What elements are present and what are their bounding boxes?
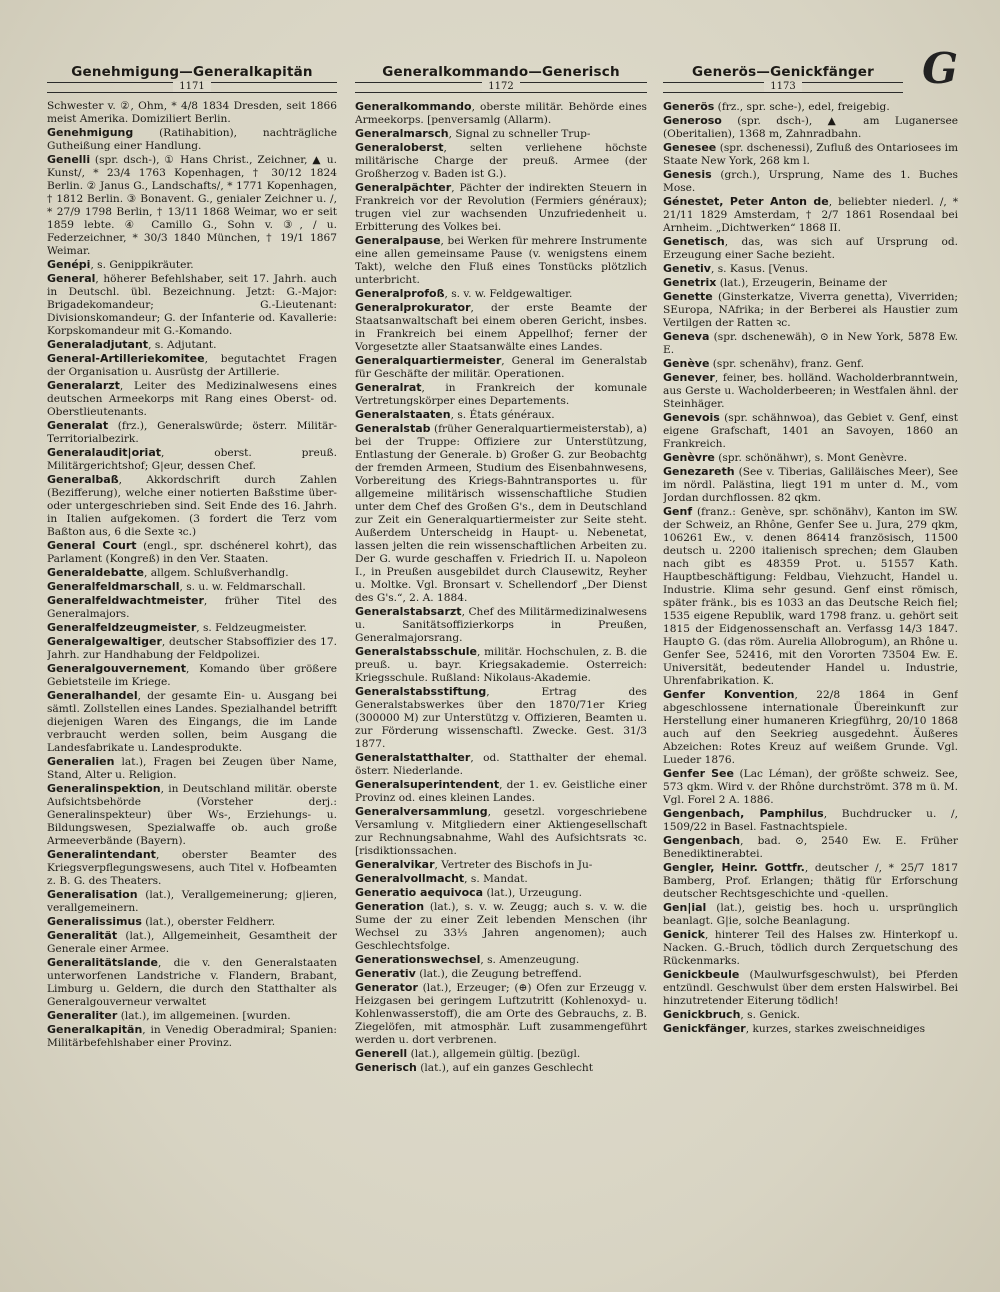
dictionary-entry bbox=[663, 861, 958, 901]
entry-headword: Gengenbach bbox=[663, 834, 741, 847]
entry-headword: Generalisation bbox=[47, 888, 138, 901]
dictionary-entry bbox=[663, 968, 958, 1008]
dictionary-entry bbox=[663, 357, 958, 371]
header-center-title: Generalkommando—Generisch bbox=[382, 64, 620, 80]
dictionary-entry bbox=[47, 539, 337, 566]
entry-definition: (lat.), Allgemeinheit, Gesamtheit der Generale einer Armee. bbox=[47, 930, 337, 955]
entry-definition: (lat.), Erzeuger; (⊕) Ofen zur Erzeugg v. Heizgasen bei geringem Luftzutritt (Kohlenoxyd- u. Kohlenwasserstoff), die am Orte des Gebrauchs, z. B. Ziegelöfen, mit atmosphär. Luft zusammengeführt werden u. dort verbrenen. bbox=[355, 982, 647, 1046]
entry-headword: Generalfeldwachtmeister bbox=[47, 594, 204, 607]
entry-headword: Generaliter bbox=[47, 1009, 118, 1022]
dictionary-entry bbox=[355, 100, 647, 127]
dictionary-entry bbox=[355, 953, 647, 967]
dictionary-entry bbox=[355, 127, 647, 141]
entry-definition: , s. Genippikräuter. bbox=[90, 259, 194, 271]
entry-definition: (lat.), Urzeugung. bbox=[483, 887, 583, 899]
dictionary-entry bbox=[47, 379, 337, 419]
entry-definition: (grch.), Ursprung, Name des 1. Buches Mose. bbox=[663, 169, 958, 194]
entry-definition: , Vertreter des Bischofs in Ju- bbox=[434, 859, 593, 871]
dictionary-entry bbox=[355, 234, 647, 287]
dictionary-entry bbox=[47, 566, 337, 580]
entry-headword: Genickfänger bbox=[663, 1022, 746, 1035]
entry-definition: (spr. dsch-), ▲ am Luganersee (Oberitalien), 1368 m, Zahnradbahn. bbox=[663, 115, 958, 140]
dictionary-entry bbox=[47, 580, 337, 594]
entry-definition: (Lac Léman), der größte schweiz. See, 573 qkm. Wird v. der Rhône durchströmt. 378 m ü. M. Vgl. Forel 2 A. 1886. bbox=[663, 768, 958, 806]
entry-headword: Generalstab bbox=[355, 422, 431, 435]
header-right bbox=[663, 64, 903, 93]
entry-definition: , höherer Befehlshaber, seit 17. Jahrh. auch in Deutschl. übl. Bezeichnung. Jetzt: G.-Major: Brigadekomandeur; G.-Lieutenant: Divisionskomandeur; G. der Infanterie od. Kavallerie: Korpskomandeur mit G.-Komando. bbox=[47, 273, 337, 337]
entry-headword: Generös bbox=[663, 100, 715, 113]
entry-headword: Geneva bbox=[663, 330, 710, 343]
entry-headword: Generalstatthalter bbox=[355, 751, 471, 764]
entry-definition: , bad. ⊙, 2540 Ew. E. Früher Benediktinerabtei. bbox=[663, 835, 958, 860]
dictionary-entry bbox=[663, 168, 958, 195]
dictionary-entry bbox=[355, 778, 647, 805]
entry-definition: (engl., spr. dschénerel kohrt), das Parlament (Kongreß) in den Ver. Staaten. bbox=[47, 540, 337, 565]
entry-definition: , deutscher /, * 25/7 1817 Bamberg, Prof. Erlangen; thätig für Erforschung deutscher Rechtsgeschichte und -quellen. bbox=[663, 862, 958, 900]
entry-definition: , begutachtet Fragen der Organisation u. Ausrüstg der Artillerie. bbox=[47, 353, 337, 378]
entry-headword: Generalstaaten bbox=[355, 408, 451, 421]
dictionary-entry bbox=[355, 805, 647, 858]
entry-definition: , oberst. preuß. Militärgerichtshof; G|eur, dessen Chef. bbox=[47, 447, 337, 472]
entry-definition: , militär. Hochschulen, z. B. die preuß. u. bayr. Kriegsakademie. Osterreich: Kriegsschule. Rußland: Nikolaus-Akademie. bbox=[355, 646, 647, 684]
entry-headword: Genèvre bbox=[663, 451, 715, 464]
entry-definition: (lat.), oberster Feldherr. bbox=[141, 916, 276, 928]
entry-definition: , früher Titel des Generalmajors. bbox=[47, 595, 337, 620]
entry-definition: , Komando über größere Gebietsteile im Kriege. bbox=[47, 663, 337, 688]
entry-definition: (lat.), die Zeugung betreffend. bbox=[415, 968, 582, 980]
entry-headword: Generalversammlung bbox=[355, 805, 488, 818]
entry-definition: (spr. schönähwr), s. Mont Genèvre. bbox=[714, 452, 908, 464]
entry-headword: Generalprofoß bbox=[355, 287, 445, 300]
dictionary-entry bbox=[47, 755, 337, 782]
dictionary-entry bbox=[663, 195, 958, 235]
dictionary-entry bbox=[47, 272, 337, 338]
entry-definition: Schwester v. ②, Ohm, * 4/8 1834 Dresden, seit 1866 meist Amerika. Domiziliert Berlin. bbox=[47, 100, 337, 125]
entry-definition: , oberster Beamter des Kriegsverpflegungswesens, auch Titel v. Hofbeamten z. B. G. des Theaters. bbox=[47, 849, 337, 887]
dictionary-entry bbox=[47, 153, 337, 258]
entry-definition: (frz., spr. sche-), edel, freigebig. bbox=[714, 101, 890, 113]
dictionary-entry bbox=[47, 621, 337, 635]
dictionary-entry bbox=[47, 782, 337, 848]
entry-definition: , beliebter niederl. /, * 21/11 1829 Amsterdam, † 2/7 1861 Rosendaal bei Arnheim. „Dichtwerken“ 1868 II. bbox=[663, 196, 958, 234]
dictionary-entry bbox=[47, 126, 337, 153]
entry-definition: , General im Generalstab für Geschäfte der militär. Operationen. bbox=[355, 355, 647, 380]
entry-definition: , die v. den Generalstaaten unterworfenen Landstriche v. Flandern, Brabant, Limburg u. Geldern, die durch den Statthalter als Generalgouverneur verwaltet bbox=[47, 957, 337, 1008]
entry-definition: , in Deutschland militär. oberste Aufsichtsbehörde (Vorsteher derj.: Generalinspekteur) über Ws-, Erziehungs- u. Bildungswesen, Spezialwaffe ob. auch große Armeeverbände (Bayern). bbox=[47, 783, 337, 847]
entry-headword: Genesee bbox=[663, 141, 717, 154]
dictionary-entry bbox=[47, 338, 337, 352]
entry-headword: Generalvollmacht bbox=[355, 872, 465, 885]
entry-headword: Generisch bbox=[355, 1061, 417, 1074]
entry-headword: Genick bbox=[663, 928, 705, 941]
entry-headword: Generalintendant bbox=[47, 848, 156, 861]
entry-definition: , od. Statthalter der ehemal. österr. Niederlande. bbox=[355, 752, 647, 777]
entry-headword: Generalstabsschule bbox=[355, 645, 478, 658]
header-right-title: Generös—Genickfänger bbox=[692, 64, 874, 80]
entry-definition: (franz.: Genève, spr. schönähv), Kanton im SW. der Schweiz, an Rhône, Genfer See u. Jura, 279 qkm, 106261 Ew., v. denen 86414 französisch, 11500 deutsch u. 2200 italienisch sprechen; dem Glauben nach gibt es 48359 Prot. u. 51557 Kath. Hauptbeschäftigung: Feldbau, Viehzucht, Handel u. Industrie. Klima sehr gesund. Genf einst römisch, später fränk., bis es 1033 an das Deutsche Reich fiel; 1535 eigene Republik, ward 1798 franz. u. gehört seit 1815 der Eidgenossenschaft an. Verfassg 14/3 1847. Haupt⊙ G. (das röm. Aurelia Allobrogum), an Rhône u. Genfer See, 52416, mit den Vororten 73504 Ew. E. Universität, bedeutender Handel u. Industrie, Uhrenfabrikation. K. bbox=[663, 506, 958, 687]
entry-definition: , Signal zu schneller Trup- bbox=[448, 128, 591, 140]
entry-definition: (Ginsterkatze, Viverra genetta), Viverriden; SEuropa, NAfrika; in der Berberei als Haustier zum Vertilgen der Ratten ꝛc. bbox=[663, 291, 958, 329]
dictionary-entry bbox=[355, 141, 647, 181]
dictionary-entry bbox=[47, 956, 337, 1009]
dictionary-entry bbox=[663, 114, 958, 141]
entry-definition: , s. Mandat. bbox=[464, 873, 528, 885]
dictionary-entry bbox=[663, 330, 958, 357]
dictionary-entry bbox=[355, 287, 647, 301]
dictionary-entry bbox=[47, 594, 337, 621]
entry-definition: (lat.), Verallgemeinerung; g|ieren, verallgemeinern. bbox=[47, 889, 337, 914]
dictionary-entry bbox=[663, 290, 958, 330]
entry-definition: (lat.), allgemein gültig. [bezügl. bbox=[407, 1048, 581, 1060]
header-left-title: Genehmigung—Generalkapitän bbox=[71, 64, 313, 80]
entry-headword: Genetrix bbox=[663, 276, 717, 289]
entry-headword: Generalstabsarzt bbox=[355, 605, 462, 618]
entry-headword: Generalpause bbox=[355, 234, 441, 247]
entry-definition: , Pächter der indirekten Steuern in Frankreich vor der Revolution (Fermiers généraux); trugen viel zur wachsenden Unzufriedenheit u. Erbitterung des Volkes bei. bbox=[355, 182, 647, 233]
dictionary-entry bbox=[355, 872, 647, 886]
dictionary-entry bbox=[47, 100, 337, 126]
entry-definition: (Ratihabition), nachträgliche Gutheißung einer Handlung. bbox=[47, 127, 337, 152]
entry-definition: , Buchdrucker u. /, 1509/22 in Basel. Fastnachtspiele. bbox=[663, 808, 958, 833]
entry-definition: , allgem. Schlußverhandlg. bbox=[144, 567, 289, 579]
entry-definition: , 22/8 1864 in Genf abgeschlossene internationale Übereinkunft zur Herstellung einer humaneren Kriegführg, 20/10 1868 auch auf den Seekrieg ausgedehnt. Äußeres Abzeichen: Rotes Kreuz auf weißem Grunde. Vgl. Lueder 1876. bbox=[663, 689, 958, 766]
section-letter: G bbox=[922, 44, 958, 93]
entry-headword: Generaloberst bbox=[355, 141, 444, 154]
entry-headword: Generalkommando bbox=[355, 100, 472, 113]
entry-headword: Genevois bbox=[663, 411, 720, 424]
entry-headword: Generalkapitän bbox=[47, 1023, 143, 1036]
entry-headword: Generalfeldmarschall bbox=[47, 580, 180, 593]
dictionary-entry bbox=[355, 354, 647, 381]
entry-definition: , s. Adjutant. bbox=[148, 339, 217, 351]
entry-headword: General-Artilleriekomitee bbox=[47, 352, 205, 365]
entry-headword: Generalvikar bbox=[355, 858, 435, 871]
entry-definition: (spr. dschenewäh), ⊙ in New York, 5878 Ew. E. bbox=[663, 331, 958, 356]
entry-headword: Generalarzt bbox=[47, 379, 120, 392]
entry-headword: Generalien bbox=[47, 755, 115, 768]
entry-headword: Generalhandel bbox=[47, 689, 138, 702]
entry-definition: , deutscher Stabsoffizier des 17. Jahrh. zur Handhabung der Feldpolizei. bbox=[47, 636, 337, 661]
dictionary-entry bbox=[47, 662, 337, 689]
dictionary-entry bbox=[663, 411, 958, 451]
dictionary-entry bbox=[663, 1008, 958, 1022]
entry-definition: , der gesamte Ein- u. Ausgang bei sämtl. Zollstellen eines Landes. Spezialhandel betrifft diejenigen Waren des Eingangs, die im Lande verbraucht werden sollen, beim Ausgang die Landesfabrikate u. Landesprodukte. bbox=[47, 690, 337, 754]
dictionary-entry bbox=[355, 900, 647, 953]
entry-definition: (lat.), im allgemeinen. [wurden. bbox=[117, 1010, 291, 1022]
entry-definition: , Chef des Militärmedizinalwesens u. Sanitätsoffizierkorps in Preußen, Generalmajorsrang. bbox=[355, 606, 647, 644]
dictionary-entry bbox=[47, 352, 337, 379]
dictionary-entry bbox=[663, 371, 958, 411]
header-left bbox=[47, 64, 337, 93]
entry-headword: Generalquartiermeister bbox=[355, 354, 502, 367]
page-number-center: 1172 bbox=[355, 82, 647, 93]
dictionary-entry bbox=[663, 505, 958, 688]
entry-headword: Genickbruch bbox=[663, 1008, 741, 1021]
entry-headword: General Court bbox=[47, 539, 137, 552]
entry-headword: Generoso bbox=[663, 114, 722, 127]
dictionary-entry bbox=[355, 181, 647, 234]
entry-definition: , der 1. ev. Geistliche einer Provinz od. eines kleinen Landes. bbox=[355, 779, 647, 804]
entry-headword: Genezareth bbox=[663, 465, 735, 478]
entry-headword: Genf bbox=[663, 505, 693, 518]
entry-headword: Genfer See bbox=[663, 767, 734, 780]
entry-definition: (Maulwurfsgeschwulst), bei Pferden entzündl. Geschwulst über dem ersten Halswirbel. Bei hinzutretender Eiterung tödlich! bbox=[663, 969, 958, 1007]
entry-definition: (früher Generalquartiermeisterstab), a) bei der Truppe: Offiziere zur Unterstützung, Entlastung der Generale. b) Großer G. zur Beobachtg der fremden Armeen, Studium des Eisenbahnwesens, Vorbereitung des Kriegs-Bahntransportes u. für allgemeine militärisch wissenschaftliche Studien unter dem Chef des Großen G's., dem in Deutschland zur Zeit ein Generalquartiermeister zur Seite steht. Außerdem Unterscheidg in Haupt- u. Nebenetat, lassen jelten die rein wissenschaftlichen Arbeiten zu. Der G. wurde geschaffen v. Friedrich II. u. Napoleon I., in Preußen ausgebildet durch Clausewitz, Reyher u. Moltke. Vgl. Bronsart v. Schellendorf „Der Dienst des G's.“, 2. A. 1884. bbox=[355, 423, 647, 604]
entry-headword: Generatio aequivoca bbox=[355, 886, 484, 899]
dictionary-entry bbox=[47, 888, 337, 915]
entry-definition: , in Frankreich der komunale Vertretungskörper eines Departements. bbox=[355, 382, 647, 407]
entry-headword: Genépi bbox=[47, 258, 91, 271]
entry-definition: , Ertrag des Generalstabswerkes über den 1870/71er Krieg (300000 M) zur Unterstützg v. Offizieren, Beamten u. zur Förderung wissenschaftl. Zwecke. Gest. 31/3 1877. bbox=[355, 686, 647, 750]
entry-headword: Genette bbox=[663, 290, 713, 303]
column-center bbox=[355, 100, 647, 1285]
entry-definition: (lat.), geistig bes. hoch u. ursprünglich beanlagt. G|ie, solche Beanlagung. bbox=[663, 902, 958, 927]
dictionary-entry bbox=[355, 645, 647, 685]
entry-headword: General bbox=[47, 272, 96, 285]
entry-headword: Generationswechsel bbox=[355, 953, 481, 966]
entry-definition: , s. v. w. Feldgewaltiger. bbox=[444, 288, 573, 300]
entry-headword: Generell bbox=[355, 1047, 408, 1060]
entry-definition: , gesetzl. vorgeschriebene Versamlung v. Mitgliedern einer Aktiengesellschaft zur Rechnungsabnahme, Wahl des Aufsichtsrats ꝛc. [risdiktionssachen. bbox=[355, 806, 647, 857]
dictionary-entry bbox=[355, 1047, 647, 1061]
entry-definition: , das, was sich auf Ursprung od. Erzeugung einer Sache bezieht. bbox=[663, 236, 958, 261]
entry-headword: Genickbeule bbox=[663, 968, 740, 981]
dictionary-entry bbox=[663, 465, 958, 505]
entry-headword: Generation bbox=[355, 900, 425, 913]
entry-headword: Gen|ial bbox=[663, 901, 707, 914]
dictionary-entry bbox=[47, 446, 337, 473]
entry-definition: , in Venedig Oberadmiral; Spanien: Militärbefehlshaber einer Provinz. bbox=[47, 1024, 337, 1049]
column-right bbox=[663, 100, 958, 1285]
dictionary-entry bbox=[663, 901, 958, 928]
entry-definition: , s. États généraux. bbox=[450, 409, 555, 421]
entry-headword: Generalprokurator bbox=[355, 301, 471, 314]
dictionary-entry bbox=[47, 419, 337, 446]
dictionary-entry bbox=[47, 689, 337, 755]
dictionary-entry bbox=[663, 276, 958, 290]
dictionary-entry bbox=[47, 635, 337, 662]
entry-definition: (spr. dschenessi), Zufluß des Ontariosees im Staate New York, 268 km l. bbox=[663, 142, 958, 167]
dictionary-entry bbox=[355, 408, 647, 422]
entry-definition: , hinterer Teil des Halses zw. Hinterkopf u. Nacken. G.-Bruch, tödlich durch Zerquetschung des Rückenmarks. bbox=[663, 929, 958, 967]
entry-headword: Generalat bbox=[47, 419, 109, 432]
entry-definition: , der erste Beamte der Staatsanwaltschaft bei einem oberen Gericht, insbes. in Frankreich bei einem Appellhof; ferner der Vorgesetzte aller Staatsanwälte eines Landes. bbox=[355, 302, 647, 353]
entry-definition: (spr. schenähv), franz. Genf. bbox=[709, 358, 864, 370]
entry-definition: , feiner, bes. holländ. Wacholderbranntwein, aus Gerste u. Wacholderbeeren; in Westfalen ähnl. der Steinhäger. bbox=[663, 372, 958, 410]
entry-definition: , Leiter des Medizinalwesens eines deutschen Armeekorps mit Rang eines Oberst- od. Oberstlieutenants. bbox=[47, 380, 337, 418]
dictionary-entry bbox=[47, 1009, 337, 1023]
entry-definition: (See v. Tiberias, Galiläisches Meer), See im nördl. Palästina, liegt 191 m unter d. M., vom Jordan durchflossen. 82 qkm. bbox=[663, 466, 958, 504]
entry-definition: , s. Amenzeugung. bbox=[480, 954, 580, 966]
entry-headword: Genever bbox=[663, 371, 715, 384]
entry-headword: Genelli bbox=[47, 153, 91, 166]
dictionary-entry bbox=[663, 235, 958, 262]
dictionary-entry bbox=[355, 605, 647, 645]
entry-definition: , selten verliehene höchste militärische Charge der preuß. Armee (der Großherzog v. Baden ist G.). bbox=[355, 142, 647, 180]
entry-headword: Generaldebatte bbox=[47, 566, 145, 579]
dictionary-entry bbox=[355, 981, 647, 1047]
entry-headword: Generalpächter bbox=[355, 181, 452, 194]
dictionary-entry bbox=[663, 767, 958, 807]
dictionary-entry bbox=[355, 422, 647, 605]
page-number-left: 1171 bbox=[47, 82, 337, 93]
entry-headword: Génestet, Peter Anton de bbox=[663, 195, 829, 208]
dictionary-entry bbox=[47, 915, 337, 929]
dictionary-entry bbox=[663, 451, 958, 465]
dictionary-entry bbox=[355, 381, 647, 408]
dictionary-entry bbox=[355, 858, 647, 872]
dictionary-entry bbox=[47, 258, 337, 272]
entry-headword: Generalrat bbox=[355, 381, 422, 394]
entry-definition: (lat.), s. v. w. Zeugg; auch s. v. w. die Sume der zu einer Zeit lebenden Menschen (ihr Wechsel zu 33⅓ Jahren angenomen); auch Geschlechtsfolge. bbox=[355, 901, 647, 952]
entry-headword: Genehmigung bbox=[47, 126, 134, 139]
entry-definition: , s. Feldzeugmeister. bbox=[196, 622, 307, 634]
entry-headword: Generator bbox=[355, 981, 418, 994]
entry-headword: Gengler, Heinr. Gottfr. bbox=[663, 861, 805, 874]
entry-headword: Generalgouvernement bbox=[47, 662, 187, 675]
dictionary-entry bbox=[663, 100, 958, 114]
dictionary-entry bbox=[663, 834, 958, 861]
entry-definition: , kurzes, starkes zweischneidiges bbox=[745, 1023, 926, 1035]
entry-definition: , oberste militär. Behörde eines Armeekorps. [penversamlg (Allarm). bbox=[355, 101, 647, 126]
dictionary-entry bbox=[47, 473, 337, 539]
entry-headword: Genesis bbox=[663, 168, 712, 181]
entry-headword: Generalsuperintendent bbox=[355, 778, 500, 791]
dictionary-entry bbox=[663, 928, 958, 968]
entry-definition: , Akkordschrift durch Zahlen (Bezifferung), welche einer notierten Baßstime über- oder untergeschrieben sind. Seit Ende des 16. Jahrh. in Italien aufgekomen. (3 fordert die Terz vom Baßton aus, 6 die Sexte ꝛc.) bbox=[47, 474, 337, 538]
entry-headword: Genève bbox=[663, 357, 710, 370]
column-left bbox=[47, 100, 337, 1285]
entry-definition: lat.), Fragen bei Zeugen über Name, Stand, Alter u. Religion. bbox=[47, 756, 337, 781]
dictionary-entry bbox=[663, 807, 958, 834]
entry-definition: (spr. schähnwoa), das Gebiet v. Genf, einst eigene Grafschaft, 1401 an Savoyen, 1860 an Frankreich. bbox=[663, 412, 958, 450]
entry-headword: Generalstabsstiftung bbox=[355, 685, 487, 698]
entry-headword: Genfer Konvention bbox=[663, 688, 795, 701]
entry-headword: Generalität bbox=[47, 929, 118, 942]
entry-headword: Generaladjutant bbox=[47, 338, 149, 351]
header-center bbox=[355, 64, 647, 93]
dictionary-entry bbox=[47, 848, 337, 888]
entry-headword: Generalaudit|oriat bbox=[47, 446, 162, 459]
entry-headword: Generalbaß bbox=[47, 473, 119, 486]
dictionary-entry bbox=[355, 751, 647, 778]
page-number-right: 1173 bbox=[663, 82, 903, 93]
entry-definition: , s. Kasus. [Venus. bbox=[710, 263, 809, 275]
entry-headword: Generativ bbox=[355, 967, 416, 980]
entry-definition: , bei Werken für mehrere Instrumente eine allen gemeinsame Pause (v. wenigstens einem Takt), welche den Fluß eines Tonstücks plötzlich unterbricht. bbox=[355, 235, 647, 286]
entry-definition: (frz.), Generalswürde; österr. Militär-Territorialbezirk. bbox=[47, 420, 337, 445]
entry-definition: , s. Genick. bbox=[740, 1009, 800, 1021]
dictionary-entry bbox=[355, 1061, 647, 1075]
entry-headword: Generalgewaltiger bbox=[47, 635, 162, 648]
dictionary-entry bbox=[663, 262, 958, 276]
dictionary-entry bbox=[663, 141, 958, 168]
entry-headword: Generalfeldzeugmeister bbox=[47, 621, 197, 634]
entry-definition: , s. u. w. Feldmarschall. bbox=[179, 581, 306, 593]
dictionary-entry bbox=[47, 1023, 337, 1050]
entry-headword: Generalmarsch bbox=[355, 127, 449, 140]
entry-headword: Generalitätslande bbox=[47, 956, 159, 969]
entry-headword: Generalissimus bbox=[47, 915, 142, 928]
entry-headword: Gengenbach, Pamphilus bbox=[663, 807, 824, 820]
dictionary-entry bbox=[663, 688, 958, 767]
entry-definition: (spr. dsch-), ① Hans Christ., Zeichner, ▲ u. Kunst/, * 23/4 1763 Kopenhagen, † 30/12 1824 Berlin. ② Janus G., Landschafts/, * 1771 Kopenhagen, † 1812 Berlin. ③ Bonavent. G., genialer Zeichner u. /, * 27/9 1798 Berlin, † 13/11 1868 Weimar, wo er seit 1859 lebte. ④ Camillo G., Sohn v. ③, / u. Federzeichner, * 30/3 1840 München, † 19/1 1867 Weimar. bbox=[47, 154, 337, 257]
entry-definition: (lat.), Erzeugerin, Beiname der bbox=[716, 277, 887, 289]
entry-headword: Generalinspektion bbox=[47, 782, 161, 795]
dictionary-entry bbox=[47, 929, 337, 956]
entry-headword: Genetisch bbox=[663, 235, 725, 248]
dictionary-entry bbox=[355, 967, 647, 981]
entry-headword: Genetiv bbox=[663, 262, 711, 275]
dictionary-entry bbox=[355, 301, 647, 354]
dictionary-entry bbox=[355, 886, 647, 900]
entry-definition: (lat.), auf ein ganzes Geschlecht bbox=[416, 1062, 594, 1074]
dictionary-entry bbox=[355, 685, 647, 751]
dictionary-entry bbox=[663, 1022, 958, 1036]
